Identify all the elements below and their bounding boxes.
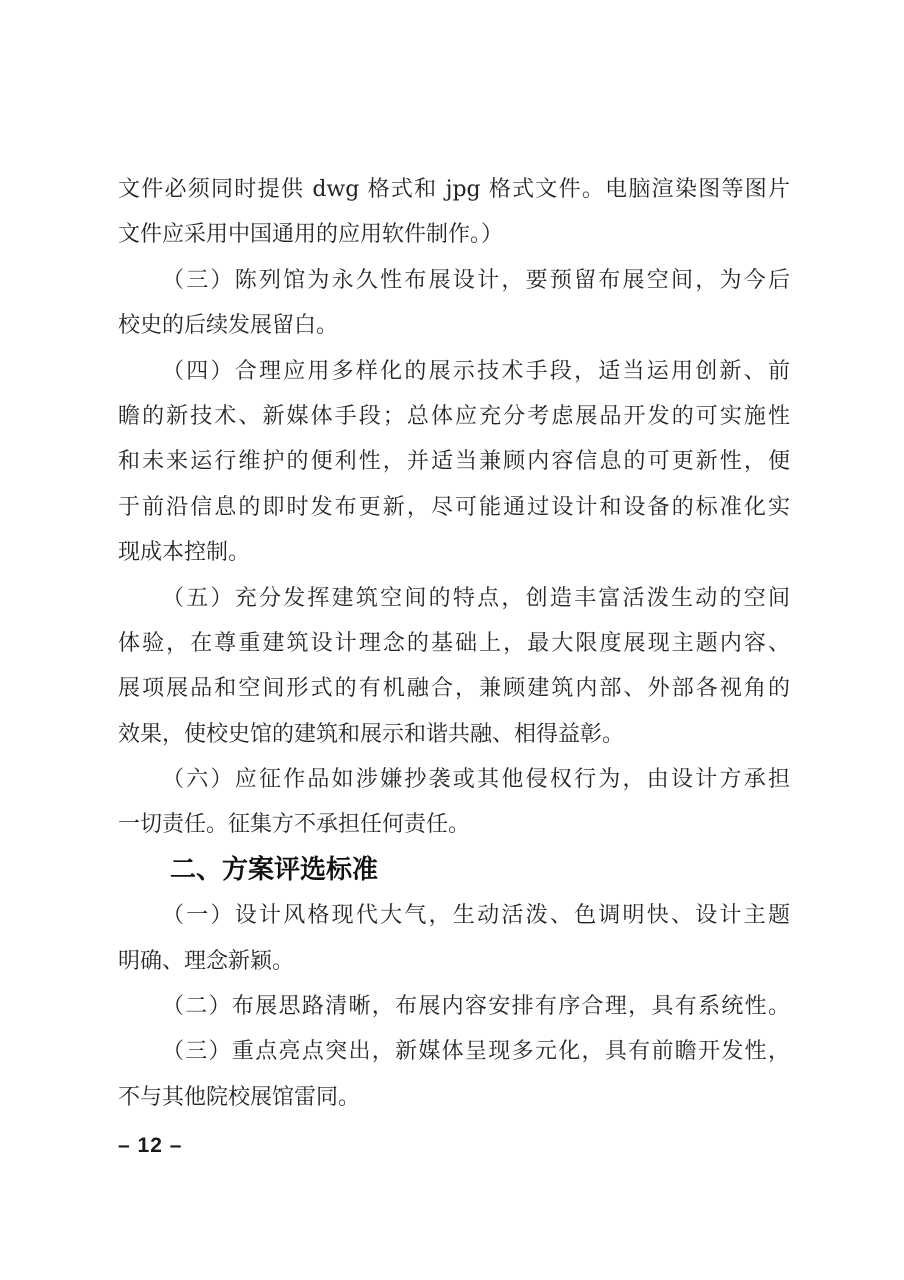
- text-line: （三）重点亮点突出，新媒体呈现多元化，具有前瞻开发性，: [162, 1039, 790, 1065]
- text-line: （四）合理应用多样化的展示技术手段，适当运用创新、前: [162, 358, 790, 384]
- text-line: 和未来运行维护的便利性，并适当兼顾内容信息的可更新性，便: [118, 449, 790, 475]
- text-line: 瞻的新技术、新媒体手段；总体应充分考虑展品开发的可实施性: [118, 403, 790, 429]
- text-line: 文件必须同时提供 dwg 格式和 jpg 格式文件。电脑渲染图等图片: [118, 177, 790, 202]
- text-line: 现成本控制。: [118, 540, 251, 566]
- text-line: 于前沿信息的即时发布更新，尽可能通过设计和设备的标准化实: [118, 494, 790, 520]
- text-line: 效果，使校史馆的建筑和展示和谐共融、相得益彰。: [118, 721, 625, 747]
- text-line: 明确、理念新颖。: [118, 948, 295, 974]
- text-line: （五）充分发挥建筑空间的特点，创造丰富活泼生动的空间: [162, 585, 790, 611]
- text-line: 不与其他院校展馆雷同。: [118, 1084, 361, 1110]
- text-line: 一切责任。征集方不承担任何责任。: [118, 812, 471, 838]
- section-heading: 二、方案评选标准: [170, 854, 379, 885]
- text-line: （六）应征作品如涉嫌抄袭或其他侵权行为，由设计方承担: [162, 767, 790, 793]
- text-line: 展项展品和空间形式的有机融合，兼顾建筑内部、外部各视角的: [118, 676, 790, 702]
- page-number: – 12 –: [118, 1134, 183, 1157]
- text-line: （三）陈列馆为永久性布展设计，要预留布展空间，为今后: [162, 267, 790, 293]
- text-block: [118, 167, 790, 1120]
- text-line: （一）设计风格现代大气，生动活泼、色调明快、设计主题: [162, 903, 790, 929]
- text-line: 校史的后续发展留白。: [118, 313, 339, 339]
- text-line: （二）布展思路清晰，布展内容安排有序合理，具有系统性。: [162, 994, 790, 1020]
- text-line: 体验，在尊重建筑设计理念的基础上，最大限度展现主题内容、: [118, 630, 790, 656]
- text-line: 文件应采用中国通用的应用软件制作。）: [118, 222, 504, 248]
